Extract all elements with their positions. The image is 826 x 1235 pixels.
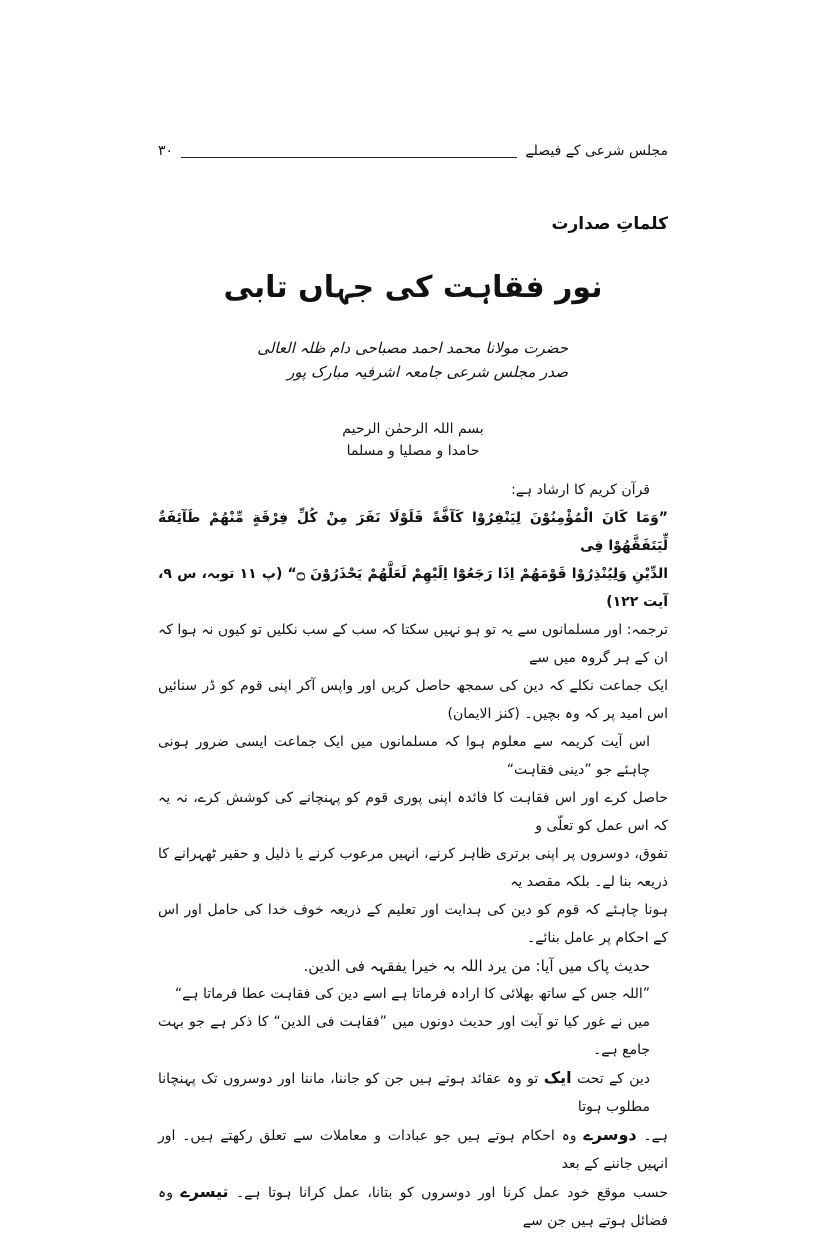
ayah-line: ”وَمَا كَانَ الْمُؤْمِنُوْنَ لِيَنْفِرُوْا كَآفَّةً فَلَوْلَا نَفَرَ مِنْ كُلِّ فِرْقَةٍ مِّنْهُمْ طَآئِفَةٌ لِّيَتَفَقَّهُوْا فِی <box>158 510 668 554</box>
salutation: حامدا و مصلیا و مسلما <box>346 443 480 459</box>
paragraph-line: اس آیت کریمہ سے معلوم ہوا کہ مسلمانوں میں ایک جماعت ایسی ضرور ہونی چاہئے جو ”دینی فقاہت“ <box>158 734 650 778</box>
paragraph-line <box>158 1121 668 1178</box>
running-header <box>158 140 668 162</box>
paragraph-line: میں نے غور کیا تو آیت اور حدیث دونوں میں ”فقاہت فی الدین“ کا ذکر ہے جو بہت جامع ہے۔ <box>158 1014 650 1058</box>
translation-line: ایک جماعت نکلے کہ دین کی سمجھ حاصل کریں اور واپس آکر اپنی قوم کو ڈر سنائیں اس امید پر کہ وہ بچیں۔ (کنز الایمان) <box>158 678 668 722</box>
book-title: مجلس شرعی کے فیصلے <box>525 143 668 159</box>
text: حسب موقع خود عمل کرنا اور دوسروں کو بتانا، عمل کرانا ہوتا ہے۔ <box>235 1185 668 1201</box>
paragraph-line: تفوق، دوسروں پر اپنی برتری ظاہر کرنے، انہیں مرعوب کرنے یا ذلیل و حقیر ٹھہرانے کا ذریعہ بنا لے۔ بلکہ مقصد یہ <box>158 846 668 890</box>
page-title: نور فقاہت کی جہاں تابی <box>223 270 603 305</box>
ayah-line: الدِّيْنِ وَلِيُنْذِرُوْا قَوْمَهُمْ اِذَا رَجَعُوْٓا اِلَيْهِمْ لَعَلَّهُمْ يَحْذَرُوْنَ ۝“ (پ ۱۱ توبہ، س ۹، آیت ۱۲۲) <box>158 566 669 610</box>
text: ہے۔ <box>643 1128 668 1144</box>
paragraph-line <box>158 1064 668 1121</box>
text: وہ احکام ہوتے ہیں جو عبادات و معاملات سے تعلق رکھتے ہیں۔ اور انہیں جاننے کے بعد <box>158 1128 668 1172</box>
page-number: ۳۰ <box>158 143 174 159</box>
text: تو وہ عقائد ہوتے ہیں جن کو جاننا، ماننا اور دوسروں تک پہنچانا مطلوب ہوتا <box>158 1071 650 1115</box>
author-name: حضرت مولانا محمد احمد مصباحی دام ظلہ العالی <box>257 339 568 357</box>
hadith-translation: ”اللہ جس کے ساتھ بھلائی کا ارادہ فرماتا ہے اسے دین کی فقاہت عطا فرماتا ہے“ <box>174 986 650 1002</box>
emphasis-second: دوسرے <box>583 1125 637 1144</box>
quran-intro: قرآن کریم کا ارشاد ہے: <box>511 482 650 498</box>
paragraph-line: حاصل کرے اور اس فقاہت کا فائدہ اپنی پوری قوم کو پہنچانے کی کوشش کرے، نہ یہ کہ اس عمل کو تعلّی و <box>158 790 668 834</box>
translation-line: ترجمہ: اور مسلمانوں سے یہ تو ہو نہیں سکتا کہ سب کے سب نکلیں تو کیوں نہ ہوا کہ ان کے ہر گروہ میں سے <box>158 622 668 666</box>
paragraph-line: ہونا چاہئے کہ قوم کو دین کی ہدایت اور تعلیم کے ذریعہ خوف خدا کی حامل اور اس کے احکام پر عامل بنائے۔ <box>158 902 668 946</box>
emphasis-first: ایک <box>543 1068 572 1087</box>
paragraph-line <box>158 1178 668 1235</box>
text: وہ فضائل ہوتے ہیں جن سے <box>158 1185 668 1229</box>
section-label: کلماتِ صدارت <box>551 214 668 234</box>
header-rule <box>181 157 517 158</box>
text: دین کے تحت <box>576 1071 650 1087</box>
page-column <box>158 140 668 1235</box>
emphasis-third: تیسرے <box>180 1182 229 1201</box>
bismillah: بسم اللہ الرحمٰن الرحیم <box>342 421 484 437</box>
author-position: صدر مجلس شرعی جامعہ اشرفیہ مبارک پور <box>287 363 568 381</box>
hadith-line: حدیث پاک میں آیا: من یرد اللہ بہ خیرا یفقہہ فی الدین. <box>303 957 650 975</box>
